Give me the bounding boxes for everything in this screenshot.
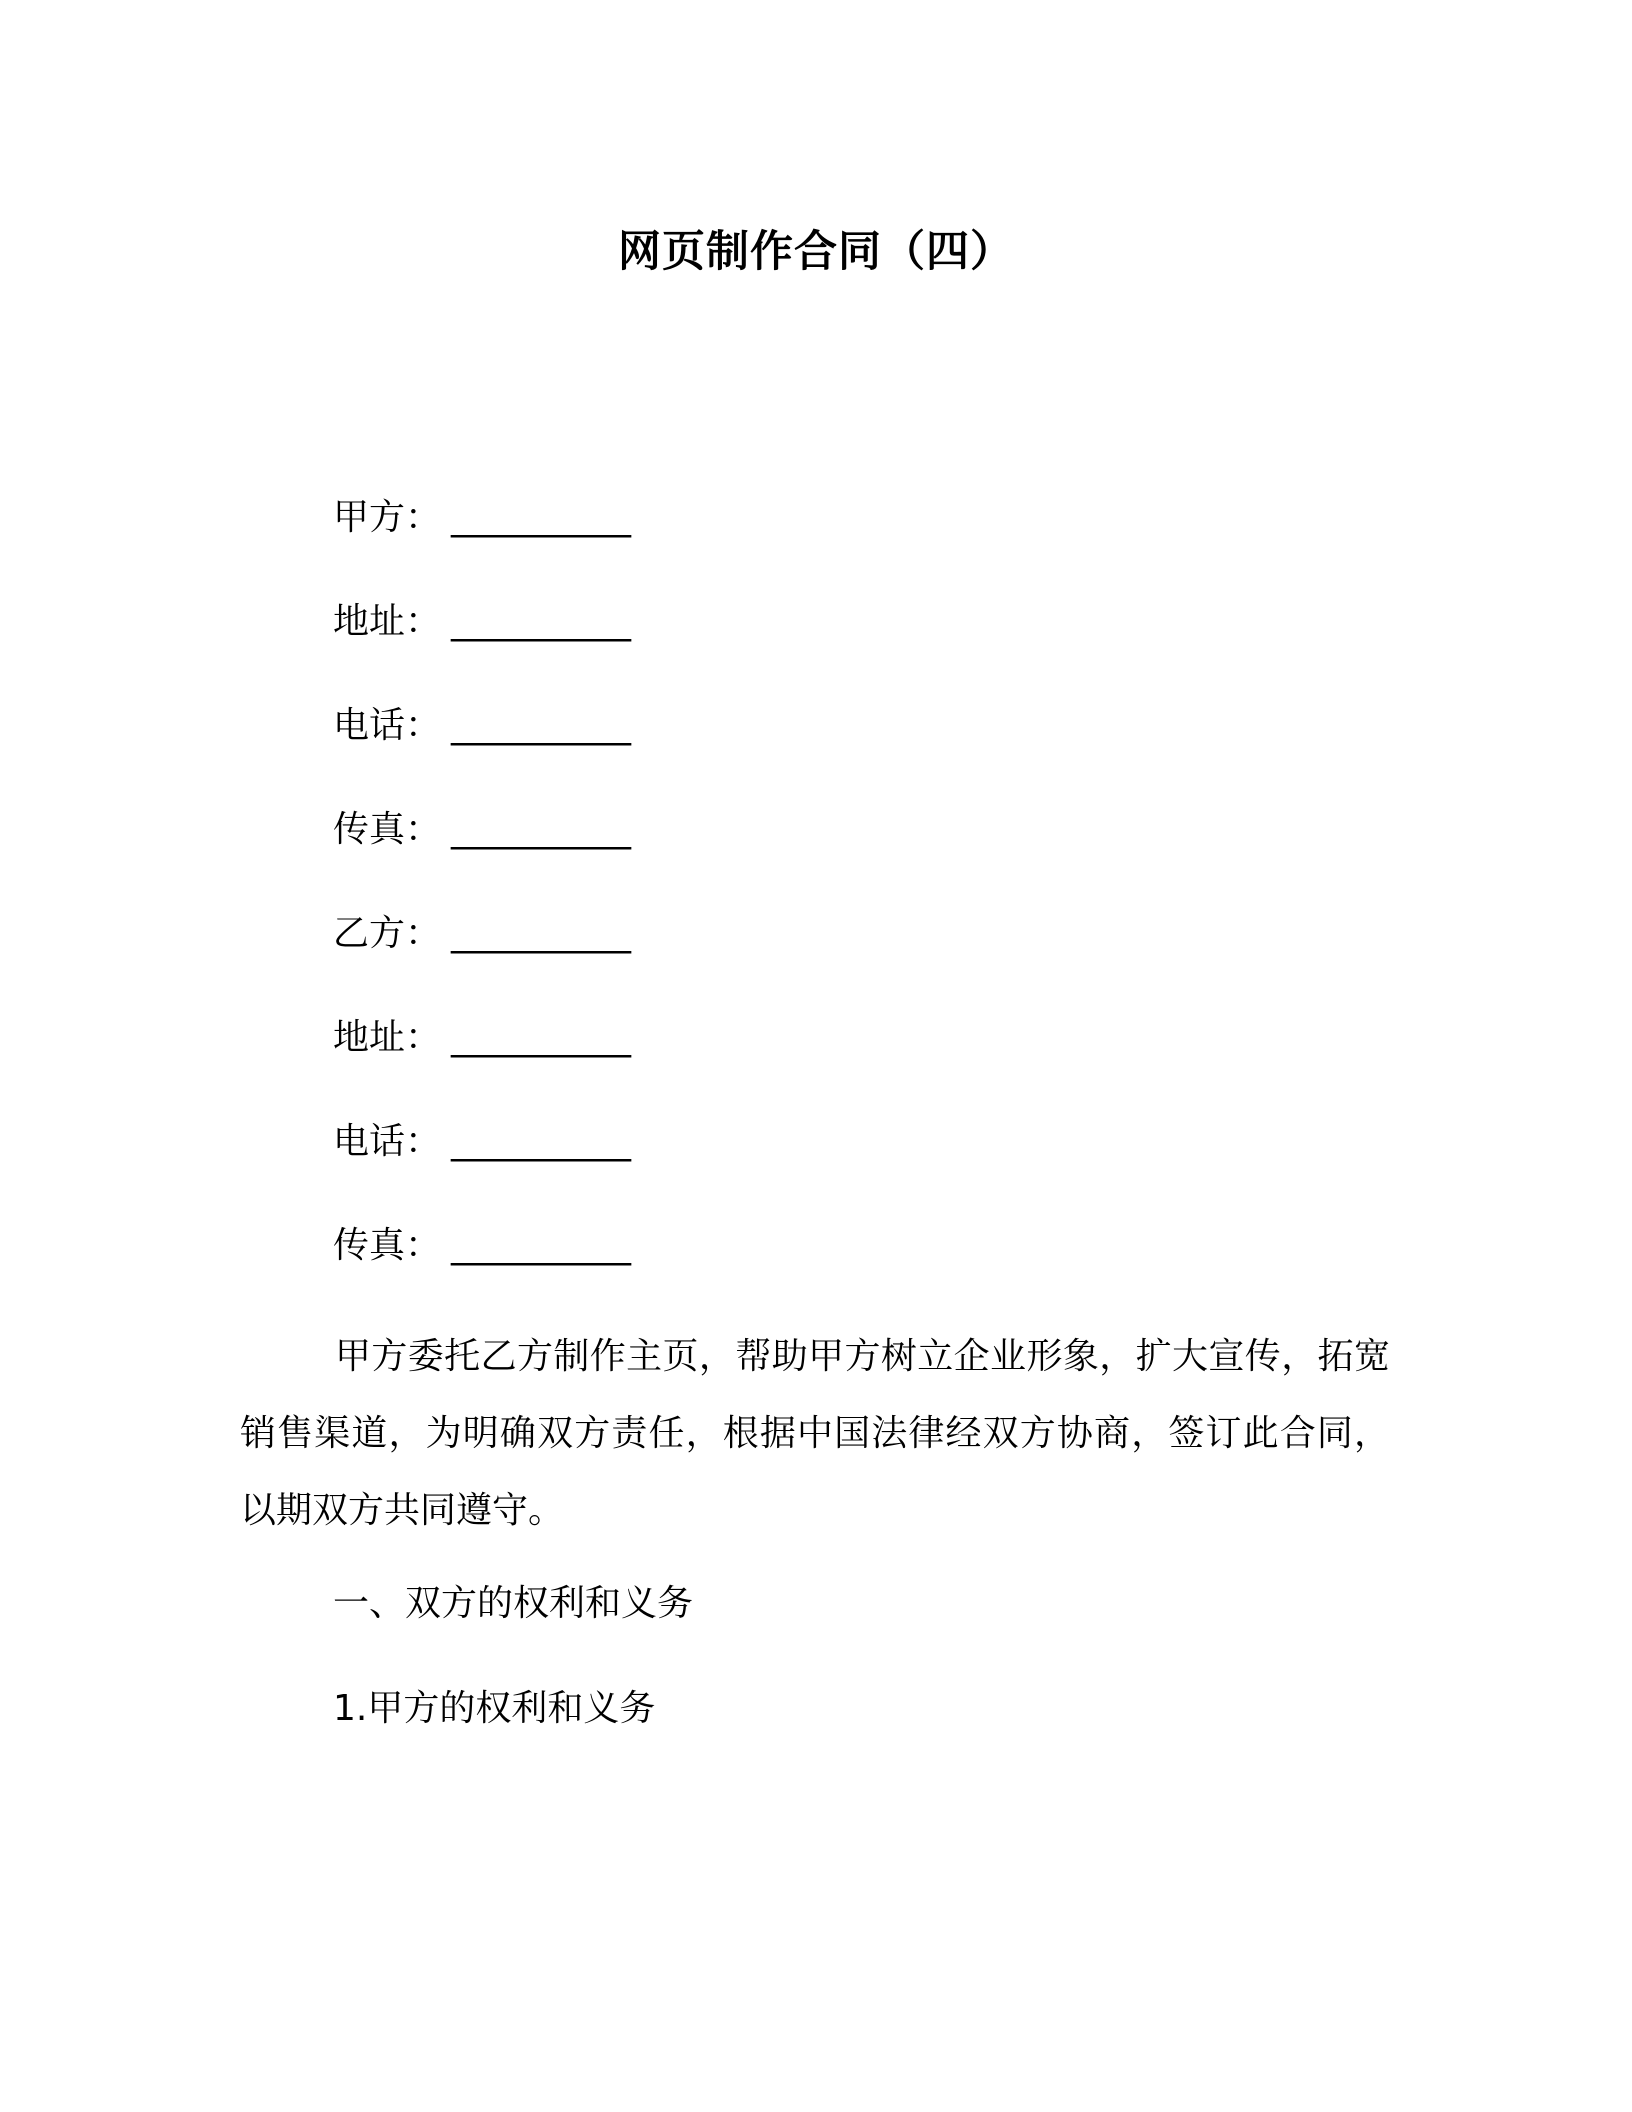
fill-in-blank: __________	[451, 1017, 632, 1058]
field-label: 甲方：	[333, 497, 442, 538]
field-label: 传真：	[333, 809, 442, 850]
intro-paragraph: 甲方委托乙方制作主页，帮助甲方树立企业形象，扩大宣传，拓宽销售渠道，为明确双方责任，根据中国法律经双方协商，签订此合同，以期双方共同遵守。	[240, 1336, 1390, 1531]
field-label: 传真：	[333, 1225, 442, 1266]
party-info-fields	[333, 492, 1233, 1324]
party-a-fax-field	[333, 804, 1233, 908]
fill-in-blank: __________	[451, 809, 632, 850]
party-b-fax-field	[333, 1220, 1233, 1324]
party-a-phone-field	[333, 700, 1233, 804]
fill-in-blank: __________	[451, 1225, 632, 1266]
section-heading: 一、双方的权利和义务	[333, 1583, 694, 1624]
fill-in-blank: __________	[451, 601, 632, 642]
fill-in-blank: __________	[451, 705, 632, 746]
fill-in-blank: __________	[451, 1121, 632, 1162]
field-label: 乙方：	[333, 913, 442, 954]
field-label: 电话：	[333, 705, 442, 746]
field-label: 电话：	[333, 1121, 442, 1162]
party-b-address-field	[333, 1012, 1233, 1116]
fill-in-blank: __________	[451, 497, 632, 538]
subsection-heading: 1.甲方的权利和义务	[333, 1688, 656, 1729]
party-a-address-field	[333, 596, 1233, 700]
document-title: 网页制作合同（四）	[618, 227, 1014, 277]
fill-in-blank: __________	[451, 913, 632, 954]
party-b-field	[333, 908, 1233, 1012]
party-a-field	[333, 492, 1233, 596]
party-b-phone-field	[333, 1116, 1233, 1220]
field-label: 地址：	[333, 1017, 442, 1058]
field-label: 地址：	[333, 601, 442, 642]
